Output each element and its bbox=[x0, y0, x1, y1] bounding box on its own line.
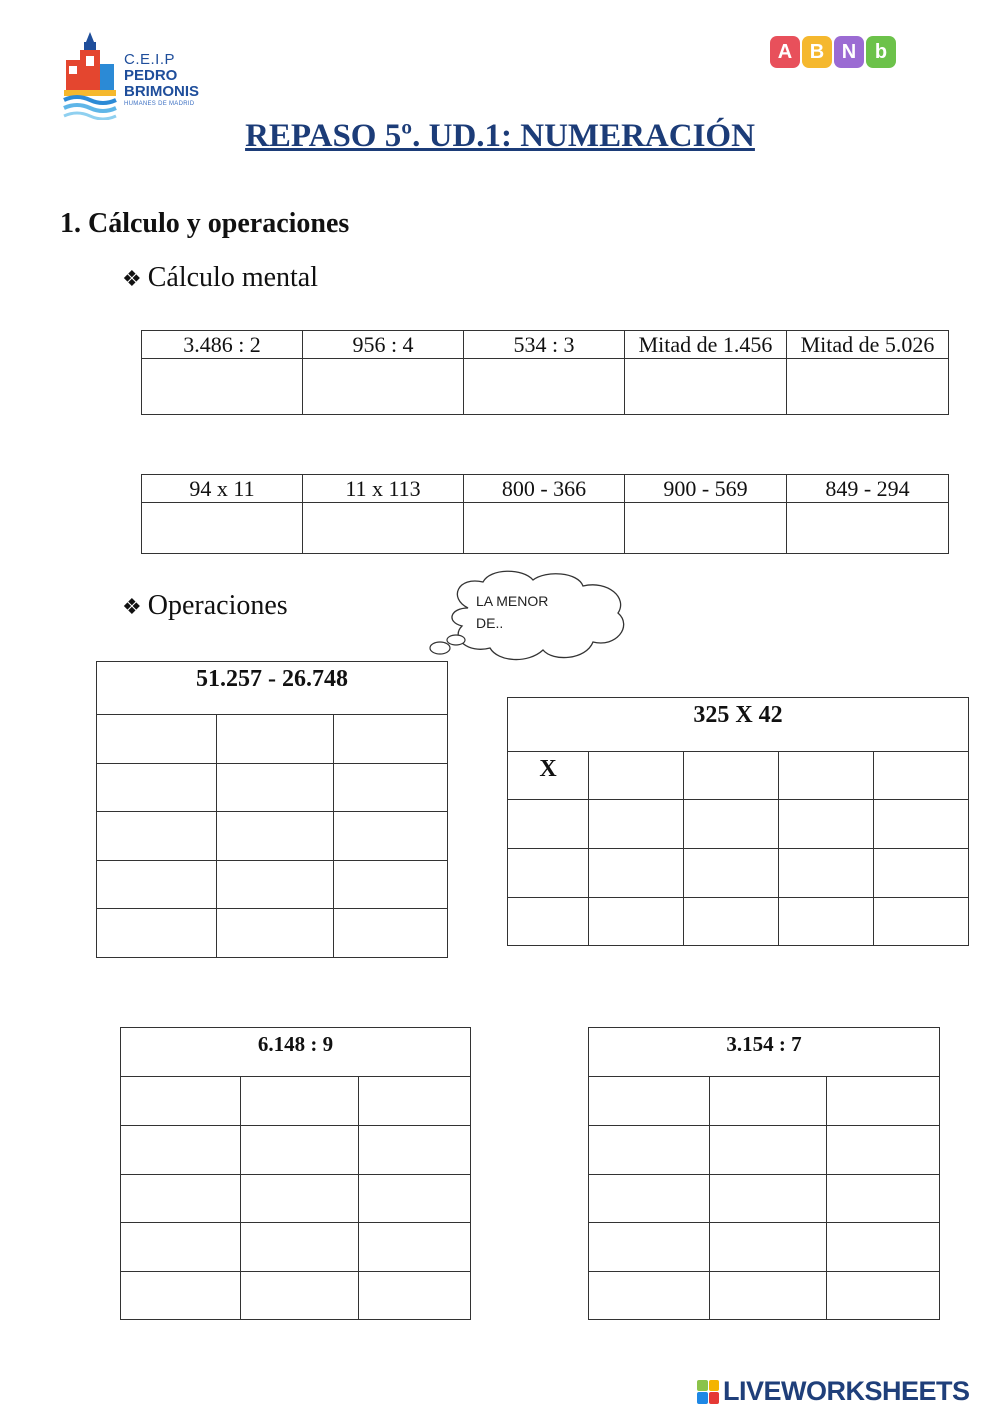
subtraction-table bbox=[96, 661, 448, 958]
answer-cell[interactable] bbox=[217, 909, 334, 958]
mental-question: Mitad de 5.026 bbox=[787, 331, 949, 359]
mental-heading bbox=[122, 262, 318, 294]
cloud-text-line2: DE.. bbox=[476, 615, 504, 631]
school-logo bbox=[60, 30, 220, 120]
answer-cell[interactable] bbox=[589, 849, 684, 898]
answer-cell[interactable] bbox=[710, 1126, 827, 1175]
answer-cell[interactable] bbox=[779, 752, 874, 800]
mental-question: 956 : 4 bbox=[303, 331, 464, 359]
multiplication-title: 325 X 42 bbox=[508, 698, 969, 752]
answer-cell[interactable] bbox=[97, 909, 217, 958]
multiplication-table bbox=[507, 697, 969, 946]
abnb-letter-n: N bbox=[834, 36, 864, 68]
answer-cell[interactable] bbox=[589, 1126, 710, 1175]
answer-cell[interactable] bbox=[787, 359, 949, 415]
answer-cell[interactable] bbox=[464, 503, 625, 554]
answer-cell[interactable] bbox=[359, 1126, 471, 1175]
mental-question: 11 x 113 bbox=[303, 475, 464, 503]
thought-cloud bbox=[428, 568, 630, 668]
mental-question: 849 - 294 bbox=[787, 475, 949, 503]
answer-cell[interactable] bbox=[508, 898, 589, 946]
answer-cell[interactable] bbox=[121, 1223, 241, 1272]
mental-question: 94 x 11 bbox=[142, 475, 303, 503]
answer-cell[interactable] bbox=[779, 849, 874, 898]
answer-cell[interactable] bbox=[827, 1077, 940, 1126]
answer-cell[interactable] bbox=[241, 1126, 359, 1175]
answer-cell[interactable] bbox=[359, 1272, 471, 1320]
answer-cell[interactable] bbox=[874, 752, 969, 800]
answer-cell[interactable] bbox=[787, 503, 949, 554]
section-title: 1. Cálculo y operaciones bbox=[60, 208, 350, 239]
answer-cell[interactable] bbox=[684, 752, 779, 800]
logo-line4: HUMANES DE MADRID bbox=[124, 101, 195, 108]
answer-cell[interactable] bbox=[121, 1175, 241, 1223]
answer-cell[interactable] bbox=[303, 503, 464, 554]
liveworksheets-brand: LIVEWORKSHEETS bbox=[723, 1376, 970, 1406]
abnb-letter-a: A bbox=[770, 36, 800, 68]
answer-cell[interactable] bbox=[97, 861, 217, 909]
answer-cell[interactable] bbox=[684, 898, 779, 946]
lighthouse-icon bbox=[60, 30, 120, 120]
operations-heading bbox=[122, 590, 288, 622]
answer-cell[interactable] bbox=[710, 1175, 827, 1223]
answer-cell[interactable] bbox=[779, 800, 874, 849]
answer-cell[interactable] bbox=[874, 800, 969, 849]
answer-cell[interactable] bbox=[303, 359, 464, 415]
diamond-bullet-icon: ❖ bbox=[122, 266, 142, 291]
mental-question: Mitad de 1.456 bbox=[625, 331, 787, 359]
division2-title: 3.154 : 7 bbox=[589, 1028, 940, 1077]
operations-heading-text: Operaciones bbox=[147, 590, 288, 621]
answer-cell[interactable] bbox=[589, 1077, 710, 1126]
answer-cell[interactable] bbox=[359, 1175, 471, 1223]
answer-cell[interactable] bbox=[142, 359, 303, 415]
answer-cell[interactable] bbox=[142, 503, 303, 554]
answer-cell[interactable] bbox=[779, 898, 874, 946]
answer-cell[interactable] bbox=[334, 909, 448, 958]
mental-question: 900 - 569 bbox=[625, 475, 787, 503]
answer-cell[interactable] bbox=[625, 503, 787, 554]
answer-cell[interactable] bbox=[589, 752, 684, 800]
abnb-letter-b: B bbox=[802, 36, 832, 68]
abnb-badge bbox=[770, 36, 896, 68]
answer-cell[interactable] bbox=[874, 898, 969, 946]
answer-cell[interactable] bbox=[217, 861, 334, 909]
division-table-1 bbox=[120, 1027, 471, 1320]
answer-cell[interactable] bbox=[710, 1077, 827, 1126]
logo-line2: PEDRO bbox=[124, 66, 178, 84]
answer-cell[interactable] bbox=[241, 1272, 359, 1320]
diamond-bullet-icon: ❖ bbox=[122, 594, 142, 619]
answer-cell[interactable] bbox=[121, 1077, 241, 1126]
cloud-text-line1: LA MENOR bbox=[476, 593, 549, 609]
answer-cell[interactable] bbox=[827, 1272, 940, 1320]
answer-cell[interactable] bbox=[359, 1223, 471, 1272]
answer-cell[interactable] bbox=[121, 1272, 241, 1320]
page-title: REPASO 5º. UD.1: NUMERACIÓN bbox=[245, 118, 755, 154]
answer-cell[interactable] bbox=[710, 1272, 827, 1320]
mental-question: 534 : 3 bbox=[464, 331, 625, 359]
abnb-letter-b-small: b bbox=[866, 36, 896, 68]
answer-cell[interactable] bbox=[827, 1126, 940, 1175]
answer-cell[interactable] bbox=[589, 1223, 710, 1272]
mental-question: 800 - 366 bbox=[464, 475, 625, 503]
answer-cell[interactable] bbox=[241, 1223, 359, 1272]
answer-cell[interactable] bbox=[508, 849, 589, 898]
answer-cell[interactable] bbox=[334, 715, 448, 764]
division-table-2 bbox=[588, 1027, 940, 1320]
answer-cell[interactable] bbox=[684, 800, 779, 849]
answer-cell[interactable] bbox=[217, 812, 334, 861]
answer-cell[interactable] bbox=[334, 764, 448, 812]
answer-cell[interactable] bbox=[589, 800, 684, 849]
multiplication-corner: X bbox=[508, 752, 589, 800]
answer-cell[interactable] bbox=[97, 715, 217, 764]
answer-cell[interactable] bbox=[874, 849, 969, 898]
answer-cell[interactable] bbox=[464, 359, 625, 415]
answer-cell[interactable] bbox=[684, 849, 779, 898]
answer-cell[interactable] bbox=[121, 1126, 241, 1175]
answer-cell[interactable] bbox=[217, 764, 334, 812]
answer-cell[interactable] bbox=[710, 1223, 827, 1272]
mental-question: 3.486 : 2 bbox=[142, 331, 303, 359]
logo-line1: C.E.I.P bbox=[124, 51, 176, 68]
mental-table-2 bbox=[141, 474, 949, 554]
answer-cell[interactable] bbox=[334, 861, 448, 909]
liveworksheets-logo bbox=[697, 1376, 970, 1407]
answer-cell[interactable] bbox=[589, 1272, 710, 1320]
liveworksheets-icon bbox=[697, 1380, 719, 1404]
answer-cell[interactable] bbox=[589, 898, 684, 946]
answer-cell[interactable] bbox=[97, 764, 217, 812]
mental-heading-text: Cálculo mental bbox=[147, 262, 319, 293]
subtraction-title: 51.257 - 26.748 bbox=[97, 662, 448, 715]
mental-table-1 bbox=[141, 330, 949, 415]
answer-cell[interactable] bbox=[508, 800, 589, 849]
answer-cell[interactable] bbox=[827, 1223, 940, 1272]
answer-cell[interactable] bbox=[359, 1077, 471, 1126]
answer-cell[interactable] bbox=[241, 1077, 359, 1126]
answer-cell[interactable] bbox=[217, 715, 334, 764]
answer-cell[interactable] bbox=[334, 812, 448, 861]
answer-cell[interactable] bbox=[97, 812, 217, 861]
division1-title: 6.148 : 9 bbox=[121, 1028, 471, 1077]
answer-cell[interactable] bbox=[827, 1175, 940, 1223]
answer-cell[interactable] bbox=[625, 359, 787, 415]
logo-line3: BRIMONIS bbox=[124, 82, 199, 100]
answer-cell[interactable] bbox=[241, 1175, 359, 1223]
answer-cell[interactable] bbox=[589, 1175, 710, 1223]
